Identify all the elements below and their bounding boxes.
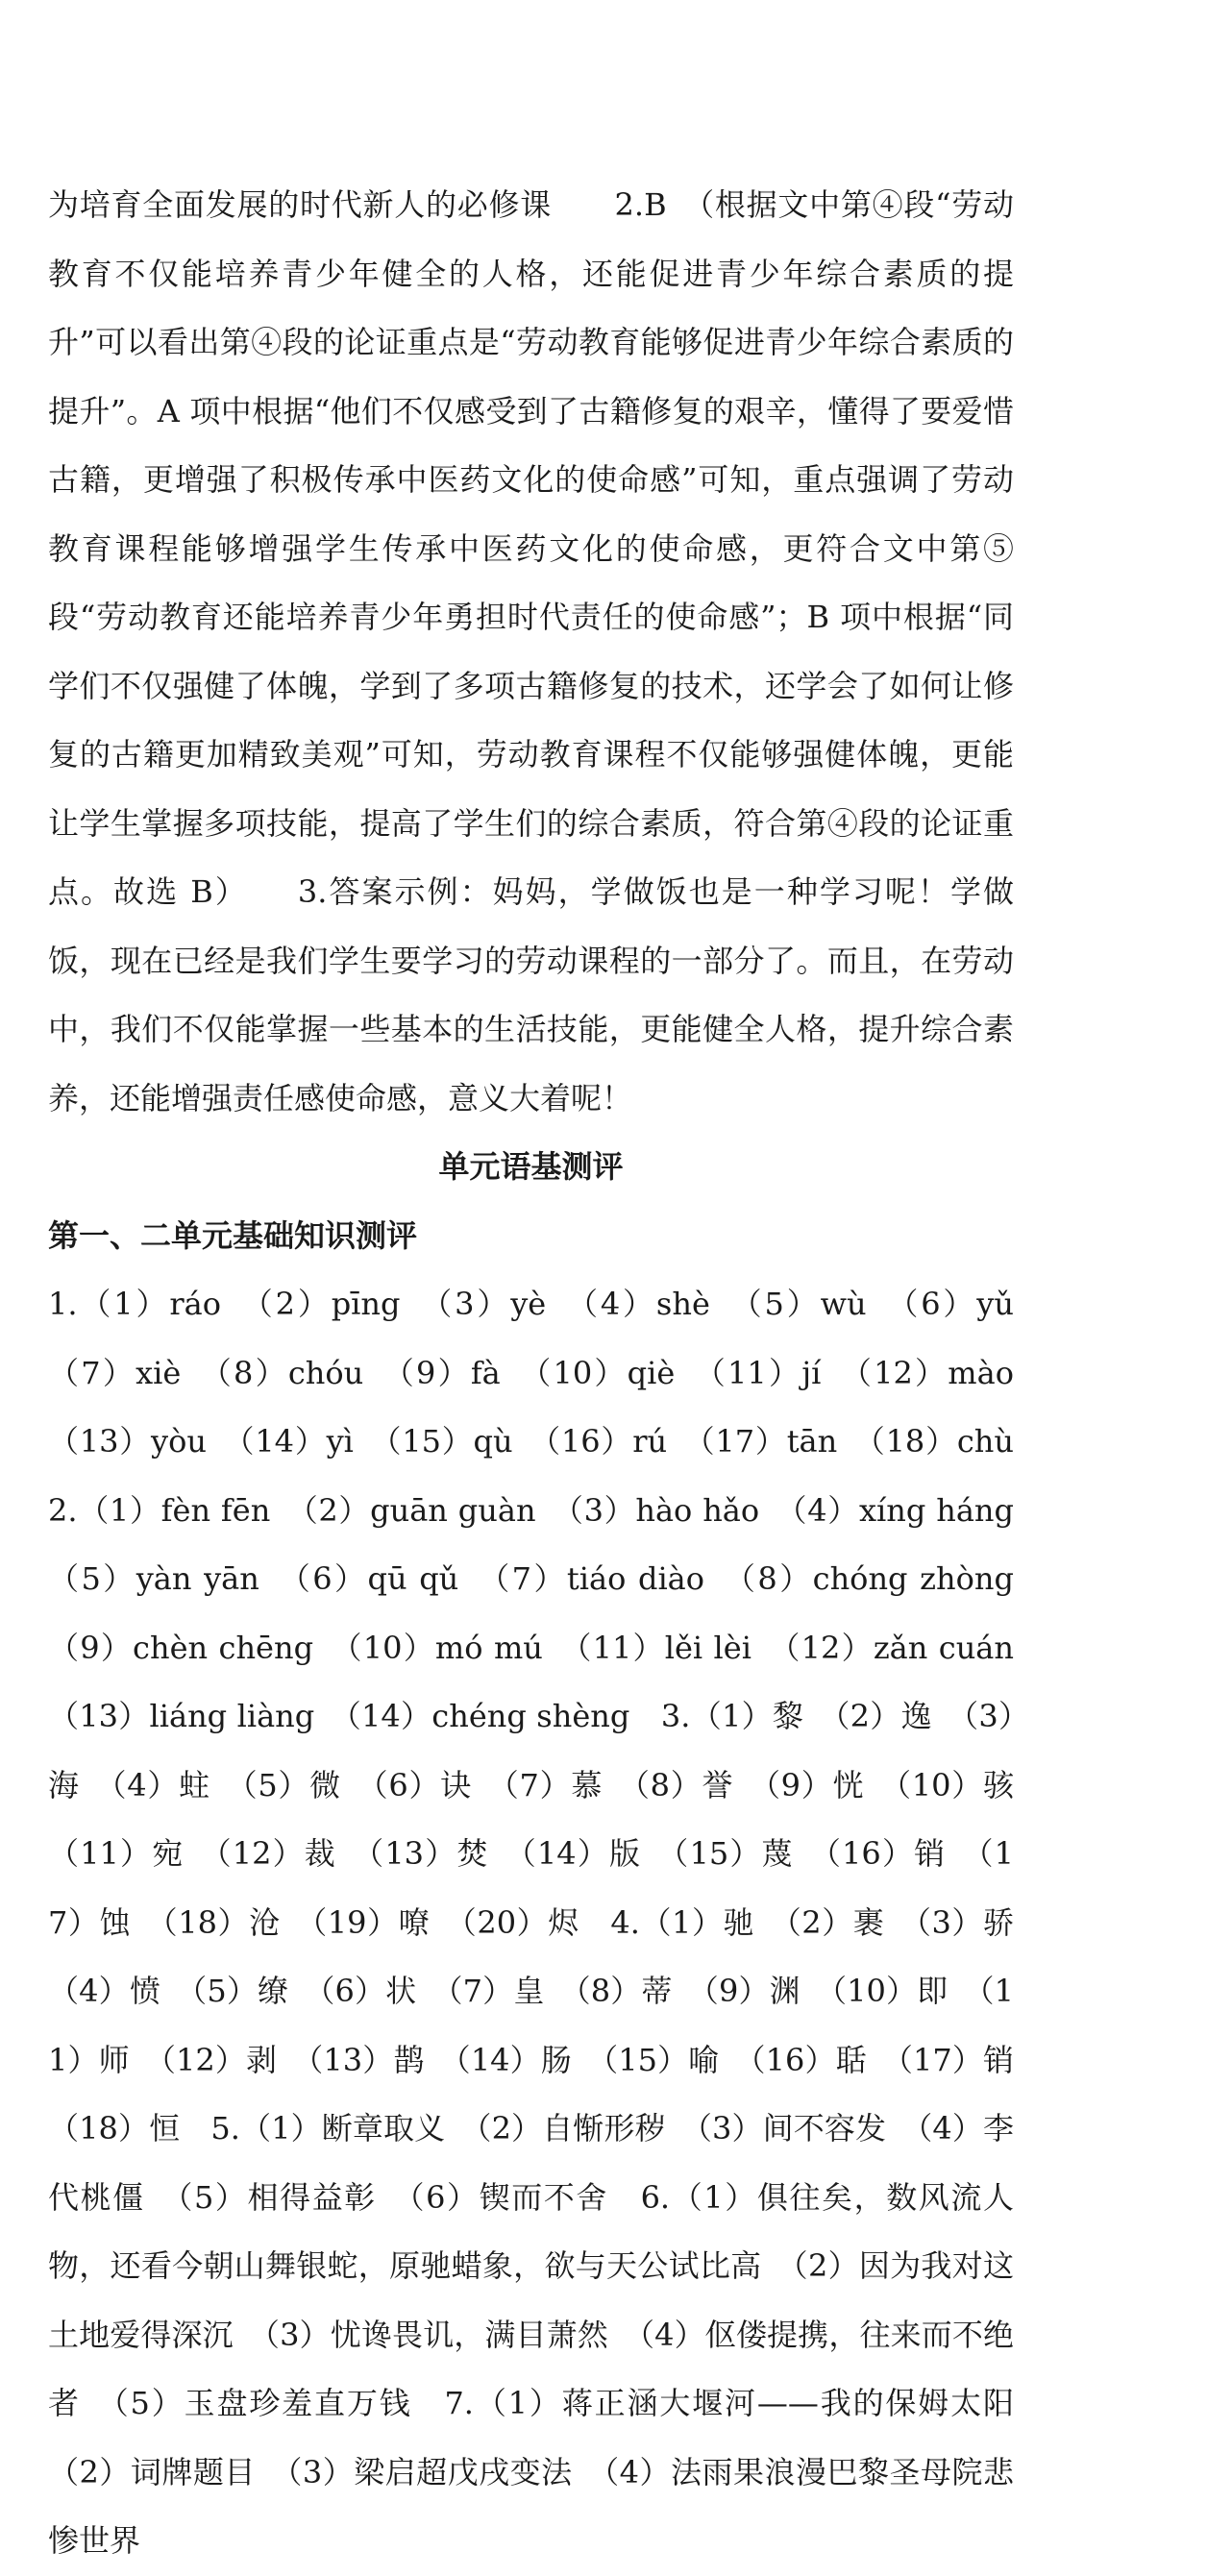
subsection-title: 第一、二单元基础知识测评 <box>48 1216 418 1254</box>
section-title: 单元语基测评 <box>438 1148 624 1185</box>
continuation-paragraph: 为培育全面发展的时代新人的必修课 2.B （根据文中第④段“劳动教育不仅能培养青少年健全的人格，还能促进青少年综合素质的提升”可以看出第④段的论证重点是“劳动教育能够促进青少年综合素质的提升”。A 项中根据“他们不仅感受到了古籍修复的艰辛，懂得了要爱惜古籍，更增强了积极传承中医药文化的使命感”可知，重点强调了劳动教育课程能够增强学生传承中医药文化的使命感，更符合文中第⑤段“劳动教育还能培养青少年勇担时代责任的使命感”；B 项中根据“同学们不仅强健了体魄，学到了多项古籍修复的技术，还学会了如何让修复的古籍更加精致美观”可知，劳动教育课程不仅能够强健体魄，更能让学生掌握多项技能，提高了学生们的综合素质，符合第④段的论证重点。故选 B） 3.答案示例：妈妈，学做饭也是一种学习呢！学做饭，现在已经是我们学生要学习的劳动课程的一部分了。而且，在劳动中，我们不仅能掌握一些基本的生活技能，更能健全人格，提升综合素养，还能增强责任感使命感，意义大着呢！ <box>48 186 1014 1116</box>
answers-paragraph: 1.（1）ráo （2）pīng （3）yè （4）shè （5）wù （6）yǔ （7）xiè （8）chóu （9）fà （10）qiè （11）jí （12）mào （13）yòu （14）yì （15）qù （16）rú （17）tān （18）chù 2.（1）fèn fēn （2）guān guàn （3）hào hǎo （4）xíng háng （5）yàn yān （6）qū qǔ （7）tiáo diào （8）chóng zhòng （9）chèn chēng （10）mó mú （11）lěi lèi （12）zǎn cuán （13）liáng liàng （14）chéng shèng 3.（1）黎 （2）逸 （3）海 （4）蛀 （5）微 （6）诀 （7）慕 （8）誉 （9）恍 （10）骇 （11）宛 （12）裁 （13）焚 （14）版 （15）蔑 （16）销 （17）蚀 （18）沧 （19）嘹 （20）烬 4.（1）驰 （2）裹 （3）骄 （4）愤 （5）缭 （6）状 （7）皇 （8）蒂 （9）渊 （10）即 （11）师 （12）剥 （13）鹊 （14）肠 （15）喻 （16）聒 （17）销 （18）恒 5.（1）断章取义 （2）自惭形秽 （3）间不容发 （4）李代桃僵 （5）相得益彰 （6）锲而不舍 6.（1）俱往矣，数风流人物，还看今朝山舞银蛇，原驰蜡象，欲与天公试比高 （2）因为我对这土地爱得深沉 （3）忧谗畏讥，满目萧然 （4）伛偻提携，往来而不绝者 （5）玉盘珍羞直万钱 7.（1）蒋正涵大堰河——我的保姆太阳 （2）词牌题目 （3）梁启超戊戌变法 （4）法雨果浪漫巴黎圣母院悲惨世界 <box>48 1286 1046 2559</box>
answer-key-content <box>48 171 1046 2576</box>
